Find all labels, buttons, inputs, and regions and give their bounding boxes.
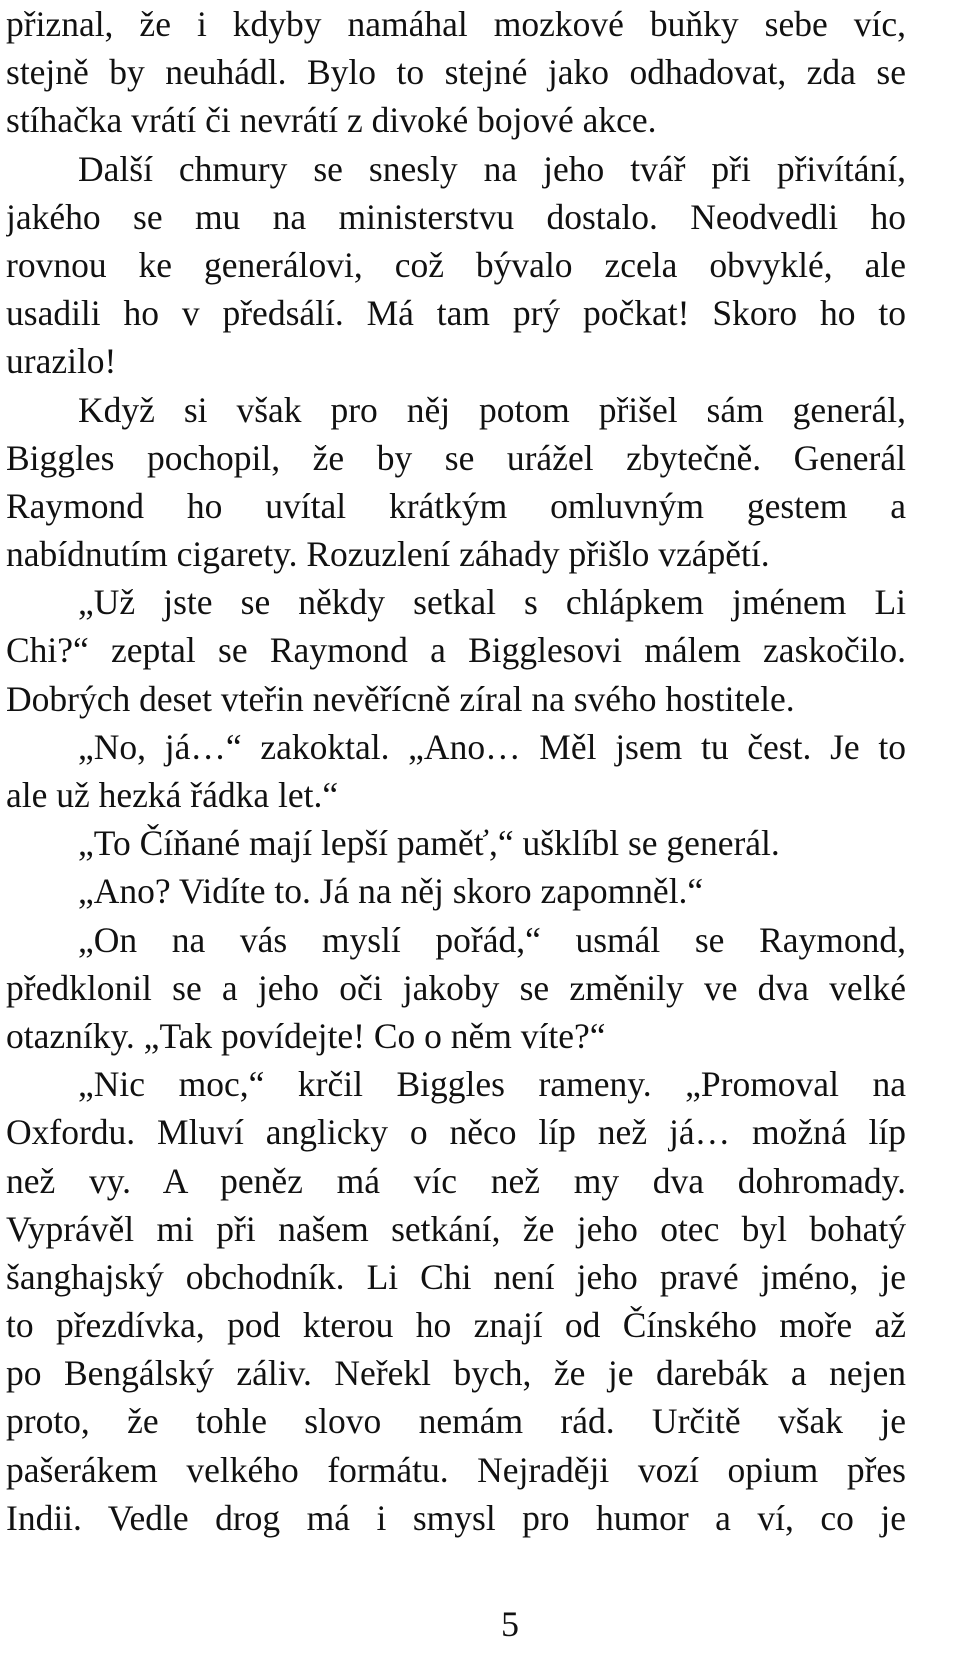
- text-line: jakého se mu na ministerstvu dostalo. Neodvedli ho: [6, 196, 906, 237]
- text-line: přiznal, že i kdyby namáhal mozkové buňky sebe víc,: [6, 4, 906, 44]
- text-line: Indii. Vedle drog má i smysl pro humor a ví, co je: [6, 1497, 906, 1538]
- text-line: Dobrých deset vteřin nevěřícně zíral na svého hostitele.: [6, 678, 795, 719]
- text-line: nabídnutím cigarety. Rozuzlení záhady přišlo vzápětí.: [6, 534, 770, 575]
- text-line: rovnou ke generálovi, což bývalo zcela obvyklé, ale: [6, 244, 906, 285]
- text-line: proto, že tohle slovo nemám rád. Určitě však je: [6, 1401, 906, 1442]
- text-line: stejně by neuhádl. Bylo to stejné jako odhadovat, zda se: [6, 52, 906, 93]
- text-line: stíhačka vrátí či nevrátí z divoké bojové akce.: [6, 100, 657, 141]
- text-line: šanghajský obchodník. Li Chi není jeho pravé jméno, je: [6, 1256, 906, 1297]
- text-line: otazníky. „Tak povídejte! Co o něm víte?“: [6, 1015, 606, 1056]
- text-line: Oxfordu. Mluví anglicky o něco líp než já… možná líp: [6, 1112, 906, 1153]
- text-line: „On na vás myslí pořád,“ usmál se Raymond,: [78, 919, 906, 960]
- text-line: „Ano? Vidíte to. Já na něj skoro zapomněl.“: [78, 871, 704, 912]
- text-line: pašerákem velkého formátu. Nejraději vozí opium přes: [6, 1449, 906, 1490]
- text-line: „Nic moc,“ krčil Biggles rameny. „Promoval na: [78, 1064, 906, 1105]
- text-line: „Už jste se někdy setkal s chlápkem jménem Li: [78, 582, 906, 623]
- text-line: Další chmury se snesly na jeho tvář při přivítání,: [78, 148, 906, 189]
- text-line: po Bengálský záliv. Neřekl bych, že je darebák a nejen: [6, 1353, 906, 1394]
- body-text: [6, 0, 906, 1542]
- text-line: „No, já…“ zakoktal. „Ano… Měl jsem tu čest. Je to: [78, 726, 906, 767]
- text-line: ale už hezká řádka let.“: [6, 775, 339, 815]
- text-line: to přezdívka, pod kterou ho znají od Čínského moře až: [6, 1305, 906, 1346]
- text-line: usadili ho v předsálí. Má tam prý počkat! Skoro ho to: [6, 293, 906, 334]
- text-line: „To Číňané mají lepší paměť,“ ušklíbl se generál.: [78, 823, 780, 864]
- text-line: předklonil se a jeho oči jakoby se změnily ve dva velké: [6, 967, 906, 1008]
- text-line: Vyprávěl mi při našem setkání, že jeho otec byl bohatý: [6, 1208, 906, 1249]
- text-line: Chi?“ zeptal se Raymond a Bigglesovi málem zaskočilo.: [6, 630, 906, 671]
- text-line: urazilo!: [6, 341, 117, 382]
- text-line: než vy. A peněz má víc než my dva dohromady.: [6, 1160, 906, 1201]
- page-number: 5: [501, 1604, 519, 1644]
- text-line: Když si však pro něj potom přišel sám generál,: [78, 389, 906, 430]
- text-line: Raymond ho uvítal krátkým omluvným gestem a: [6, 485, 906, 526]
- text-line: Biggles pochopil, že by se urážel zbytečně. Generál: [6, 437, 906, 478]
